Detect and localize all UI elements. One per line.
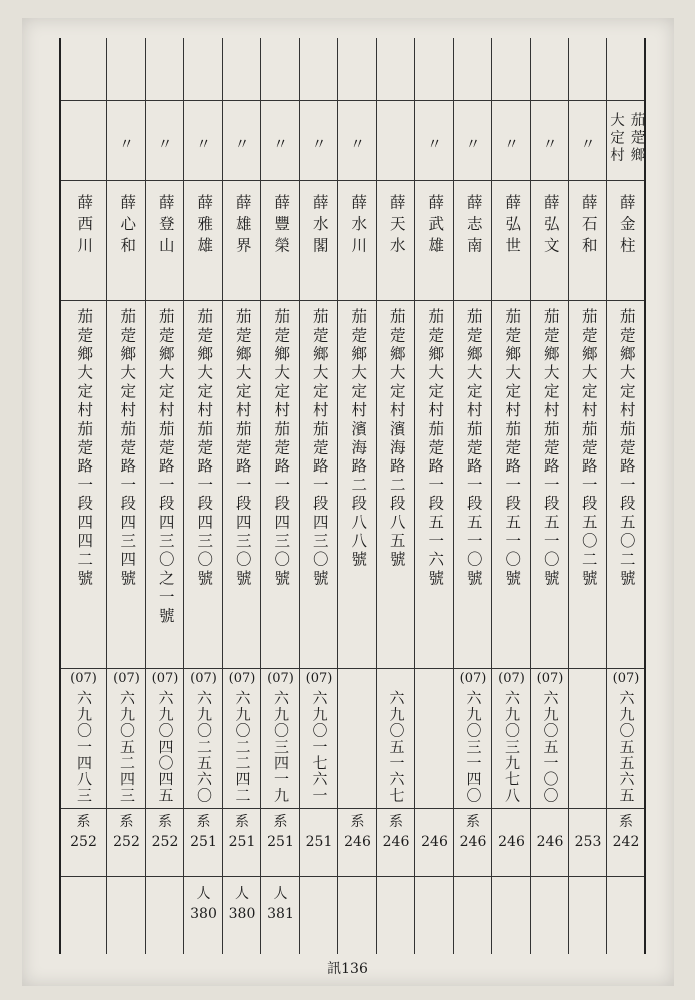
- entry-system-num: 246: [382, 834, 410, 850]
- entry-column: [337, 38, 377, 954]
- entry-phone-cell: [146, 690, 184, 808]
- entry-name: 薛石和: [579, 194, 598, 259]
- entry-area-code: (07): [113, 671, 140, 686]
- entry-column: [106, 38, 146, 954]
- entry-column: [453, 38, 492, 954]
- entry-region-ditto: 〃: [426, 135, 442, 153]
- entry-region-ditto: 〃: [272, 135, 288, 153]
- directory-table: [59, 38, 646, 954]
- entry-column: [491, 38, 531, 954]
- entry-extra-char: 人: [196, 886, 211, 902]
- entry-name: 薛弘世: [503, 194, 522, 259]
- entry-phone-cell: [338, 690, 377, 808]
- entry-phone-cell: [454, 690, 492, 808]
- entry-address-cell: [146, 308, 184, 666]
- entry-address-cell: [261, 308, 300, 666]
- entry-phone-cell: [300, 690, 338, 808]
- entry-address-cell: [61, 308, 106, 666]
- entry-region-ditto: 〃: [580, 135, 596, 153]
- entry-name: 薛登山: [156, 194, 175, 259]
- entry-area-code: (07): [190, 671, 217, 686]
- entry-phone: 六九〇五一〇〇: [541, 690, 560, 804]
- entry-column: [530, 38, 569, 954]
- entry-name: 薛西川: [75, 194, 94, 259]
- entry-address: 茄萣鄉大定村茄萣路一段五〇二號: [579, 308, 598, 589]
- entry-address: 茄萣鄉大定村茄萣路一段五一〇號: [464, 308, 483, 589]
- entry-address-cell: [607, 308, 645, 666]
- entry-system-char: 系: [273, 814, 288, 830]
- entry-phone: 六九〇五一六七: [387, 690, 406, 804]
- entry-region-ditto: 〃: [503, 135, 519, 153]
- entry-address: 茄萣鄉大定村茄萣路一段四四二號: [75, 308, 94, 589]
- entry-address: 茄萣鄉大定村茄萣路一段四三〇之一號: [156, 308, 175, 626]
- entry-address-cell: [415, 308, 454, 666]
- entry-phone: 六九〇二五六〇: [195, 690, 213, 804]
- entry-system-num: 242: [612, 834, 640, 850]
- entry-name: 薛天水: [387, 194, 406, 259]
- entry-address-cell: [531, 308, 569, 666]
- entry-name-cell: [261, 194, 300, 298]
- entry-name: 薛金柱: [617, 194, 636, 259]
- entry-address: 茄萣鄉大定村濱海路二段八五號: [387, 308, 406, 570]
- entry-address: 茄萣鄉大定村茄萣路一段五一〇號: [503, 308, 522, 589]
- entry-name-cell: [107, 194, 146, 298]
- entry-name: 薛雅雄: [195, 194, 214, 259]
- entry-address: 茄萣鄉大定村濱海路二段八八號: [349, 308, 368, 570]
- entry-region: [607, 112, 645, 176]
- entry-system-num: 252: [151, 834, 179, 850]
- entry-phone-cell: [107, 690, 146, 808]
- entry-extra-num: 380: [228, 906, 256, 922]
- entry-system-char: 系: [76, 814, 91, 830]
- entry-phone-cell: [607, 690, 645, 808]
- entry-area-code: (07): [459, 671, 487, 686]
- entry-name: 薛雄界: [233, 194, 252, 259]
- entry-system-char: 系: [196, 814, 211, 830]
- entry-area-code: (07): [70, 671, 97, 686]
- entry-column: [183, 38, 223, 954]
- entry-phone-cell: [184, 690, 223, 808]
- entry-name-cell: [415, 194, 454, 298]
- entry-phone: 六九〇一四八三: [75, 690, 93, 804]
- entry-name: 薛豐榮: [272, 194, 291, 259]
- entry-column: [222, 38, 261, 954]
- entry-phone-cell: [261, 690, 300, 808]
- entry-name-cell: [61, 194, 106, 298]
- entry-region-ditto: 〃: [195, 135, 211, 153]
- entry-address: 茄萣鄉大定村茄萣路一段五〇二號: [617, 308, 636, 589]
- entry-name-cell: [454, 194, 492, 298]
- entry-region-ditto: 〃: [157, 135, 173, 153]
- entry-address-cell: [107, 308, 146, 666]
- entry-name-cell: [607, 194, 645, 298]
- entry-address-cell: [184, 308, 223, 666]
- entry-area-code: (07): [228, 671, 256, 686]
- entry-column: [145, 38, 184, 954]
- entry-system-num: 251: [190, 834, 217, 850]
- entry-region-ditto: 〃: [465, 135, 481, 153]
- entry-system-char: 系: [619, 814, 633, 830]
- entry-system-num: 246: [536, 834, 564, 850]
- entry-extra-num: 380: [190, 906, 217, 922]
- entry-area-code: (07): [305, 671, 333, 686]
- entry-phone-cell: [415, 690, 454, 808]
- entry-phone-cell: [531, 690, 569, 808]
- entry-area-code: (07): [267, 671, 294, 686]
- entry-address-cell: [454, 308, 492, 666]
- entry-extra-char: 人: [235, 886, 249, 902]
- entry-region-ditto: 〃: [542, 135, 558, 153]
- entry-system-char: 系: [350, 814, 365, 830]
- entry-system-char: 系: [158, 814, 172, 830]
- entry-address-cell: [492, 308, 531, 666]
- entry-system-num: 246: [421, 834, 448, 850]
- entry-column: [414, 38, 454, 954]
- entry-extra-num: 381: [267, 906, 294, 922]
- entry-name-cell: [377, 194, 415, 298]
- entry-area-code: (07): [536, 671, 564, 686]
- entry-phone-cell: [492, 690, 531, 808]
- entry-name: 薛水閣: [310, 194, 329, 259]
- entry-phone-cell: [223, 690, 261, 808]
- entry-column: [606, 38, 645, 954]
- entry-column: [61, 38, 106, 954]
- entry-area-code: (07): [498, 671, 525, 686]
- entry-extra-char: 人: [273, 886, 288, 902]
- entry-name: 薛水川: [349, 194, 368, 259]
- entry-system-char: 系: [235, 814, 249, 830]
- entry-phone: 六九〇三九七八: [503, 690, 521, 804]
- entry-phone-cell: [377, 690, 415, 808]
- entry-area-code: (07): [612, 671, 640, 686]
- entry-column: [568, 38, 607, 954]
- entry-phone: 六九〇四〇四五: [156, 690, 175, 804]
- entry-region-line-2: 大定村: [608, 112, 624, 165]
- entry-name-cell: [300, 194, 338, 298]
- entry-column: [376, 38, 415, 954]
- entry-system-num: 246: [459, 834, 487, 850]
- entry-region-ditto: 〃: [234, 135, 250, 153]
- entry-system-char: 系: [466, 814, 480, 830]
- entry-region-line-1: 茄萣鄉: [628, 112, 645, 165]
- entry-region-ditto: 〃: [118, 135, 134, 153]
- entry-system-num: 251: [305, 834, 333, 850]
- entry-phone-cell: [569, 690, 607, 808]
- entry-system-num: 246: [498, 834, 525, 850]
- entry-name: 薛心和: [118, 194, 137, 259]
- entry-system-char: 系: [119, 814, 134, 830]
- entry-address-cell: [377, 308, 415, 666]
- entry-address: 茄萣鄉大定村茄萣路一段四三四號: [118, 308, 137, 589]
- entry-column: [260, 38, 300, 954]
- entry-address-cell: [300, 308, 338, 666]
- entry-system-num: 251: [228, 834, 256, 850]
- entry-region-ditto: 〃: [311, 135, 327, 153]
- entry-address: 茄萣鄉大定村茄萣路一段四三〇號: [233, 308, 252, 589]
- page-number: 訊136: [327, 961, 368, 977]
- entry-phone: 六九〇三一四〇: [464, 690, 483, 804]
- entry-system-num: 252: [113, 834, 140, 850]
- entry-address-cell: [569, 308, 607, 666]
- entry-region-ditto: 〃: [349, 135, 365, 153]
- entry-system-num: 252: [70, 834, 97, 850]
- entry-address: 茄萣鄉大定村茄萣路一段四三〇號: [195, 308, 214, 589]
- entry-name: 薛弘文: [541, 194, 560, 259]
- entry-phone: 六九〇五五六五: [617, 690, 636, 804]
- entry-system-char: 系: [389, 814, 403, 830]
- entry-name-cell: [531, 194, 569, 298]
- entry-phone: 六九〇三四一九: [272, 690, 290, 804]
- entry-area-code: (07): [151, 671, 179, 686]
- entry-name: 薛武雄: [426, 194, 445, 259]
- entry-name-cell: [223, 194, 261, 298]
- entry-column: [299, 38, 338, 954]
- entry-address: 茄萣鄉大定村茄萣路一段四三〇號: [310, 308, 329, 589]
- entry-phone: 六九〇一七六一: [310, 690, 329, 804]
- entry-name-cell: [338, 194, 377, 298]
- entry-address: 茄萣鄉大定村茄萣路一段五一六號: [426, 308, 445, 589]
- entry-system-num: 253: [574, 834, 602, 850]
- entry-phone: 六九〇五二四三: [118, 690, 136, 804]
- entry-system-num: 251: [267, 834, 294, 850]
- entry-name-cell: [492, 194, 531, 298]
- entry-address: 茄萣鄉大定村茄萣路一段四三〇號: [272, 308, 291, 589]
- entry-address-cell: [223, 308, 261, 666]
- entry-address: 茄萣鄉大定村茄萣路一段五一〇號: [541, 308, 560, 589]
- entry-name-cell: [146, 194, 184, 298]
- entry-name: 薛志南: [464, 194, 483, 259]
- entry-name-cell: [184, 194, 223, 298]
- entry-system-num: 246: [344, 834, 371, 850]
- entry-phone-cell: [61, 690, 106, 808]
- entry-address-cell: [338, 308, 377, 666]
- entry-name-cell: [569, 194, 607, 298]
- entry-phone: 六九〇二二四二: [233, 690, 252, 804]
